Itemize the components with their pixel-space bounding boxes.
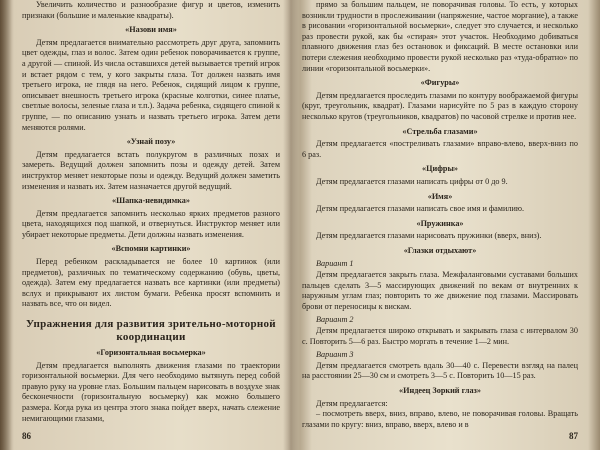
paragraph: Детям предлагается глазами написать свое имя и фамилию.: [316, 204, 525, 214]
paragraph: Детям предлагается запомнить несколько ярких предметов разного цвета, находящихся под шапкой, и отвернуться. Инструктор меняет или убирает некоторые предметы. Дети должны назвать изменения.: [22, 208, 280, 239]
paragraph: Детям предлагается проследить глазами по контуру воображаемой фигуры (круг, треугольник, квадрат). Глазами нарисуйте по 5 раз в каждую сторону несколько кругов (треугольников, квадратов) по часовой стрелке и против нее.: [302, 90, 578, 121]
paragraph: Детям предлагается внимательно рассмотреть друг друга, запомнить цвет одежды, глаз и волос. Затем один ребенок поворачивается к группе, а другой — спиной. Из числа оставшихся детей вызывается третий игрок и встает рядом с тем, у кого закрыты глаза. Тот должен назвать имя третьего игрока, не глядя на него. Ребенок, сидящий лицом к группе, описывает внешность третьего игрока (красные колготки, синее платье, светлые волосы, зеленые глаза и т.п.). Задача ребенка, сидящего спиной к группе, — по описанию узнать и назвать третьего игрока. Затем дети меняются ролями.: [22, 37, 280, 132]
paragraph: Детям предлагается смотреть вдаль 30—40 с. Перевести взгляд на палец на расстоянии 25—30 см и смотреть 3—5 с. Повторить 10—15 раз.: [302, 360, 578, 381]
paragraph: Детям предлагается:: [316, 398, 388, 408]
exercise-heading: «Горизонтальная восьмерка»: [96, 348, 206, 358]
paragraph: прямо за большим пальцем, не поворачивая головы. То есть, у которых возникли трудности в прослеживании (напряжение, частое моргание), а также в рисовании «горизонтальной восьмерки», следует это случается, и несколько раз провести рукой, как бы «стирая» этот участок. Необходимо добиваться плавного движения глаз без остановок и фиксаций. В месте остановки или потери слежения необходимо провести рукой несколько раз «туда-обратно» по линии «горизонтальной восьмерки».: [302, 0, 578, 73]
variant-label: Вариант 2: [316, 315, 354, 325]
exercise-heading: «Стрельба глазами»: [402, 126, 478, 136]
exercise-heading: «Вспомни картинки»: [111, 244, 191, 254]
paragraph: Детям предлагается выполнять движения глазами по траектории горизонтальной восьмерки. Для чего необходимо вытянуть перед собой правую руку на уровне глаз. Большим пальцем нарисовать в воздухе знак бесконечности (горизонтальную восьмерку) как можно большего размера. Когда рука из центра этого знака пойдет вверх, начать слежение немигающими глазами,: [22, 360, 280, 423]
paragraph: Детям предлагается глазами нарисовать пружинки (вверх, вниз).: [316, 231, 542, 241]
paragraph: Детям предлагается глазами написать цифры от 0 до 9.: [316, 176, 508, 186]
paragraph: – посмотреть вверх, вниз, вправо, влево, не поворачивая головы. Вращать глазами по кругу: вниз, вправо, вверх, влево и в: [302, 409, 578, 429]
exercise-heading: «Назови имя»: [125, 25, 177, 35]
exercise-heading: «Имя»: [427, 191, 453, 201]
book-gutter: [283, 0, 299, 450]
page-edge-shadow: [0, 0, 14, 450]
page-number: 86: [22, 431, 31, 442]
paragraph: Увеличить количество и разнообразие фигур и цветов, изменить признаки (большие и маленькие квадраты).: [22, 0, 280, 20]
exercise-heading: «Фигуры»: [420, 78, 460, 88]
exercise-heading: «Шапка-невидимка»: [112, 196, 190, 206]
exercise-heading: «Узнай позу»: [126, 137, 176, 147]
section-title: Упражнения для развития зрительно-моторной координации: [26, 318, 276, 344]
paragraph: Детям предлагается широко открывать и закрывать глаза с интервалом 30 с. Повторить 5—6 раз. Быстро моргать в течение 1—2 мин.: [302, 326, 578, 346]
paragraph: Детям предлагается встать полукругом в различных позах и замереть. Ведущий должен запомнить позы и одежду детей. Затем инструктор меняет некоторые позы и одежду. Ведущий должен заметить изменения и назвать их. Затем назначается другой ведущий.: [22, 149, 280, 191]
variant-label: Вариант 1: [316, 259, 354, 269]
left-page: [22, 0, 280, 450]
exercise-heading: «Глазки отдыхают»: [403, 245, 477, 255]
exercise-heading: «Пружинка»: [416, 218, 464, 228]
variant-label: Вариант 3: [316, 350, 354, 360]
page-number: 87: [569, 431, 578, 442]
right-page: [302, 0, 578, 450]
paragraph: Перед ребенком раскладывается не более 10 картинок (или предметов), различных по тематическому содержанию (обувь, цветы, одежда). Затем ему предлагается назвать все картинки (или предметы) вслух и прикрывают их листом бумаги. Ребенка просят вспомнить и назвать все, что он видел.: [22, 257, 280, 309]
exercise-heading: «Цифры»: [422, 164, 458, 174]
paragraph: Детям предлагается закрыть глаза. Межфаланговыми суставами больших пальцев сделать 3—5 массирующих движений по векам от внутренних к наружным углам глаз; повторить то же движение под глазами. Массировать брови от переносицы к вискам.: [302, 270, 578, 311]
paragraph: Детям предлагается «постреливать глазами» вправо-влево, вверх-вниз по 6 раз.: [302, 139, 578, 159]
exercise-heading: «Индеец Зоркий глаз»: [399, 386, 481, 395]
